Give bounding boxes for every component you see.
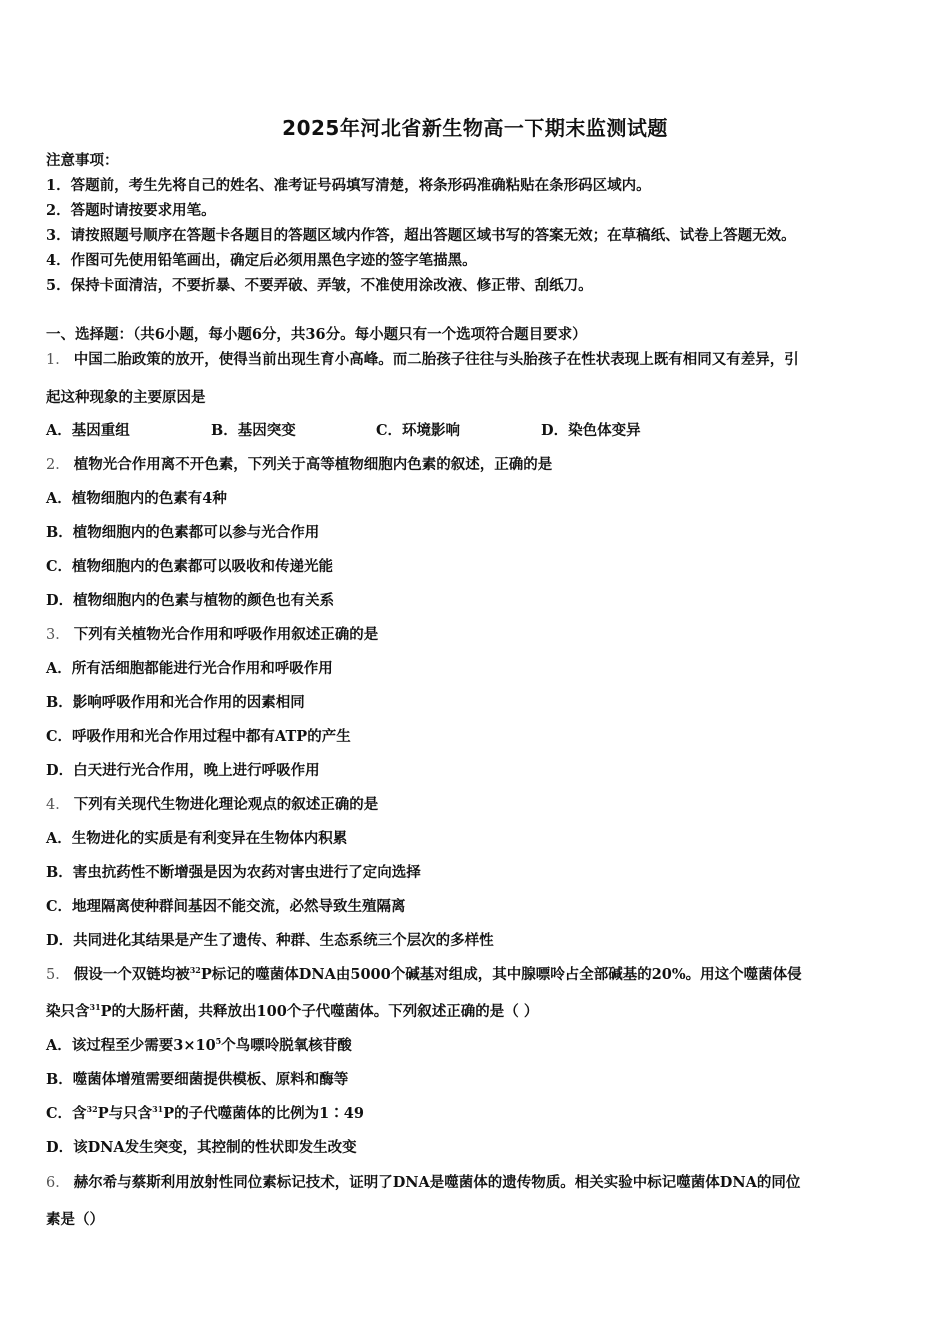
question-number: 1．	[46, 352, 70, 368]
option-b[interactable]: B．噬菌体增殖需要细菌提供模板、原料和酶等	[46, 1071, 349, 1088]
question-number: 4．	[46, 797, 70, 813]
option-a[interactable]	[46, 1035, 916, 1057]
option-c[interactable]: C．环境影响	[376, 422, 461, 439]
option-a[interactable]: A．生物进化的实质是有利变异在生物体内积累	[46, 830, 348, 847]
option-a[interactable]: A．基因重组	[46, 422, 130, 439]
question-text: 中国二胎政策的放开，使得当前出现生育小高峰。而二胎孩子往往与头胎孩子在性状表现上既有相同又有差异，引	[73, 351, 799, 368]
option-b[interactable]: B．植物细胞内的色素都可以参与光合作用	[46, 524, 320, 541]
option-b[interactable]: B．基因突变	[211, 422, 296, 439]
option-a[interactable]: A．所有活细胞都能进行光合作用和呼吸作用	[46, 660, 333, 677]
question-2-stem	[46, 454, 916, 476]
superscript: 31	[152, 1104, 164, 1114]
option-text: A．该过程至少需要3×10	[46, 1037, 216, 1054]
notice-item: 5．保持卡面清洁，不要折暴、不要弄破、弄皱，不准使用涂改液、修正带、刮纸刀。	[46, 277, 593, 294]
option-d[interactable]: D．植物细胞内的色素与植物的颜色也有关系	[46, 592, 335, 609]
question-1-stem-cont: 起这种现象的主要原因是	[46, 389, 206, 406]
question-6-stem	[46, 1172, 916, 1194]
section-heading: 一、选择题：（共6小题，每小题6分，共36分。每小题只有一个选项符合题目要求）	[46, 326, 587, 343]
question-5-stem-cont	[46, 1001, 916, 1023]
option-c[interactable]: C．地理隔离使种群间基因不能交流，必然导致生殖隔离	[46, 898, 406, 915]
superscript: 31	[89, 1002, 101, 1012]
option-b[interactable]: B．害虫抗药性不断增强是因为农药对害虫进行了定向选择	[46, 864, 421, 881]
question-text: P标记的噬菌体DNA由5000个碱基对组成，其中腺嘌呤占全部碱基的20%。用这个噬菌体侵	[200, 966, 802, 983]
question-5-stem	[46, 964, 916, 986]
question-number: 2．	[46, 457, 70, 473]
notice-item: 4．作图可先使用铅笔画出，确定后必须用黑色字迹的签字笔描黑。	[46, 252, 477, 269]
question-text: 下列有关现代生物进化理论观点的叙述正确的是	[73, 796, 379, 813]
option-text: 个鸟嘌呤脱氧核苷酸	[221, 1037, 352, 1054]
question-text: 植物光合作用离不开色素，下列关于高等植物细胞内色素的叙述，正确的是	[73, 456, 553, 473]
question-3-stem	[46, 624, 916, 646]
notice-heading: 注意事项：	[46, 152, 119, 169]
question-4-stem	[46, 794, 916, 816]
option-d[interactable]: D．染色体变异	[541, 422, 641, 439]
notice-item: 3．请按照题号顺序在答题卡各题目的答题区域内作答，超出答题区域书写的答案无效；在草稿纸、试卷上答题无效。	[46, 227, 796, 244]
option-d[interactable]: D．该DNA发生突变，其控制的性状即发生改变	[46, 1139, 357, 1156]
option-d[interactable]: D．共同进化其结果是产生了遗传、种群、生态系统三个层次的多样性	[46, 932, 494, 949]
question-number: 3．	[46, 627, 70, 643]
question-6-stem-cont: 素是（）	[46, 1211, 104, 1228]
option-text: C．含	[46, 1105, 87, 1122]
notice-item: 2．答题时请按要求用笔。	[46, 202, 216, 219]
option-text: P的子代噬菌体的比例为1∶49	[163, 1105, 364, 1122]
question-1-stem	[46, 349, 916, 371]
question-number: 6．	[46, 1175, 70, 1191]
page-title: 2025年河北省新生物高一下期末监测试题	[282, 116, 668, 140]
option-c[interactable]: C．呼吸作用和光合作用过程中都有ATP的产生	[46, 728, 351, 745]
question-text: 染只含	[46, 1003, 90, 1020]
question-text: 赫尔希与蔡斯利用放射性同位素标记技术，证明了DNA是噬菌体的遗传物质。相关实验中标记噬菌体DNA的同位	[73, 1174, 801, 1191]
option-c[interactable]	[46, 1103, 916, 1125]
question-text: P的大肠杆菌，共释放出100个子代噬菌体。下列叙述正确的是（ ）	[100, 1003, 539, 1020]
question-text: 假设一个双链均被	[73, 966, 190, 983]
option-a[interactable]: A．植物细胞内的色素有4种	[46, 490, 227, 507]
option-text: P与只含	[97, 1105, 153, 1122]
question-1-options	[46, 420, 916, 442]
question-number: 5．	[46, 967, 70, 983]
notice-item: 1．答题前，考生先将自己的姓名、准考证号码填写清楚，将条形码准确粘贴在条形码区域内。	[46, 177, 651, 194]
superscript: 32	[189, 965, 201, 975]
question-text: 下列有关植物光合作用和呼吸作用叙述正确的是	[73, 626, 379, 643]
superscript: 32	[86, 1104, 98, 1114]
option-b[interactable]: B．影响呼吸作用和光合作用的因素相同	[46, 694, 305, 711]
superscript: 5	[215, 1036, 222, 1046]
option-d[interactable]: D．白天进行光合作用，晚上进行呼吸作用	[46, 762, 320, 779]
option-c[interactable]: C．植物细胞内的色素都可以吸收和传递光能	[46, 558, 334, 575]
